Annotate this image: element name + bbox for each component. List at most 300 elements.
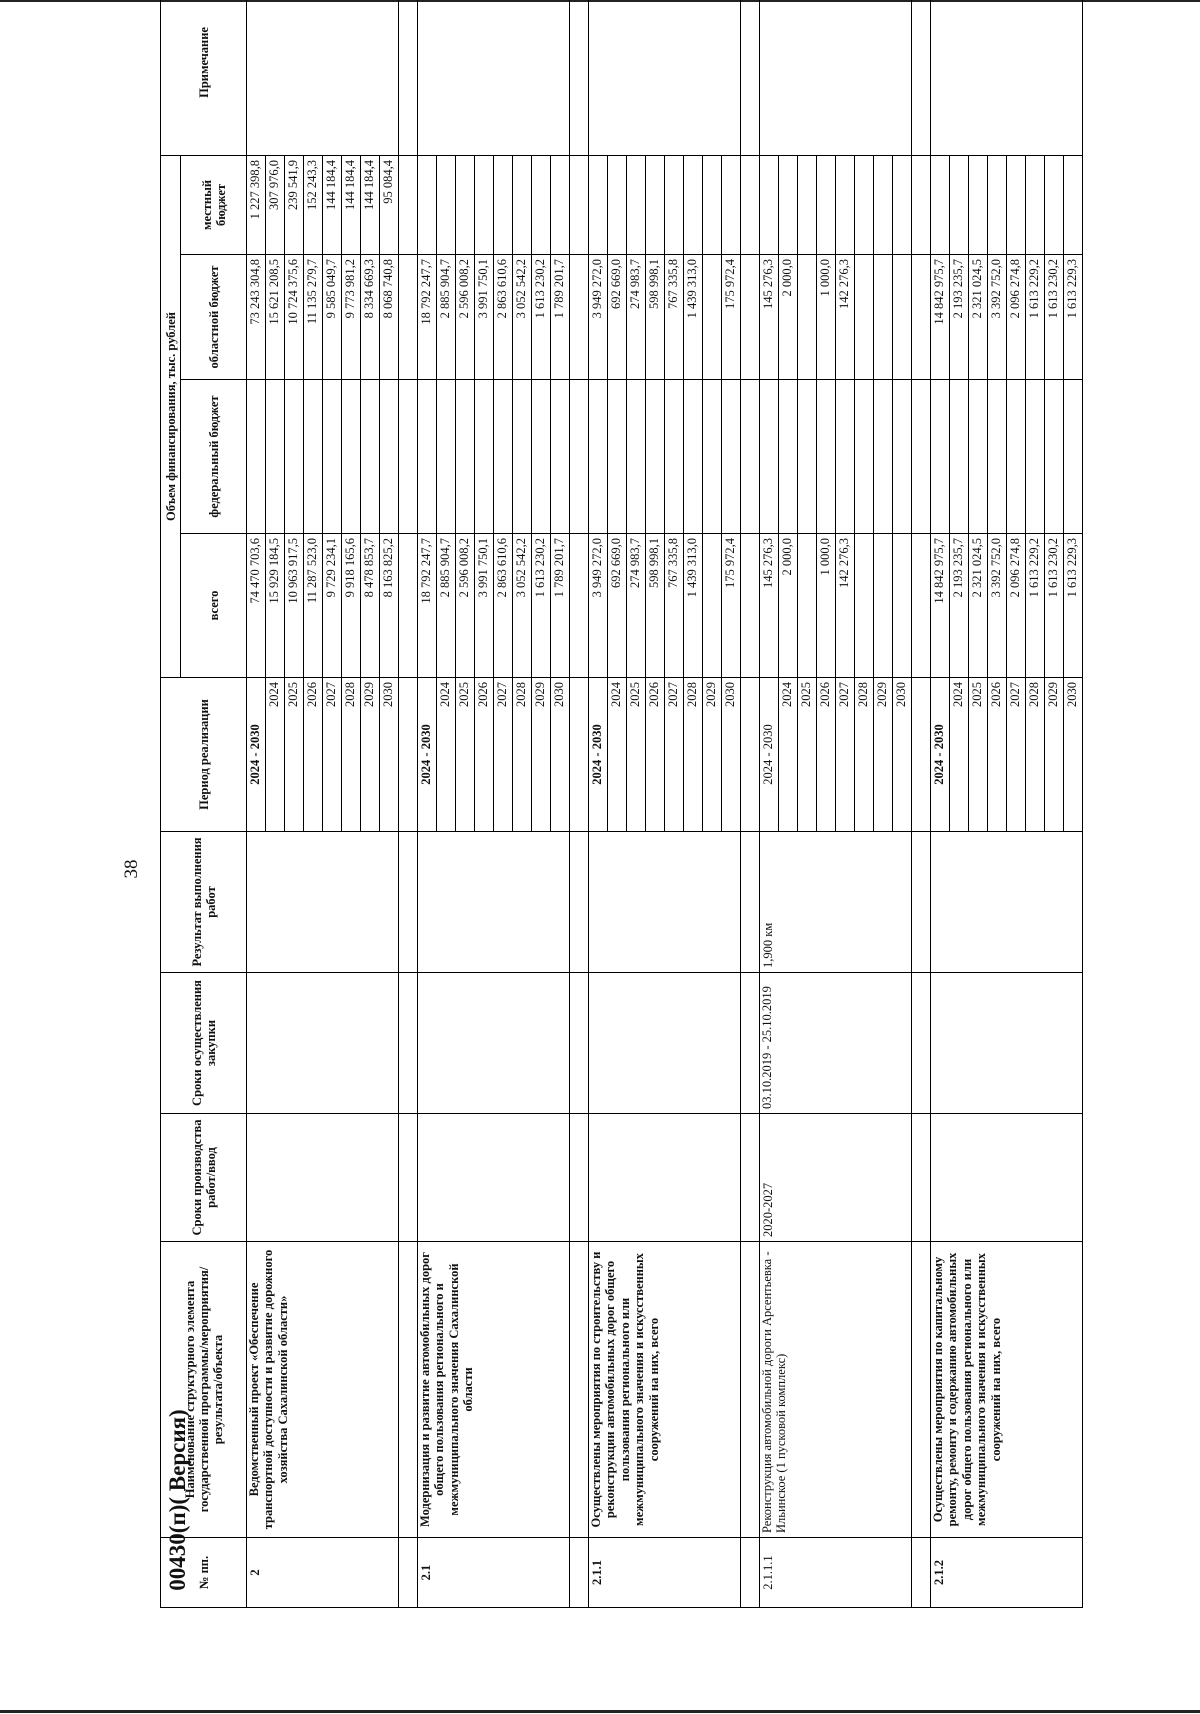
federal-cell (475, 380, 494, 534)
regional-cell: 692 669,0 (608, 255, 627, 380)
note-cell (418, 0, 570, 155)
regional-cell: 11 135 279,7 (304, 255, 323, 380)
federal-cell (684, 380, 703, 534)
regional-cell (893, 255, 912, 380)
local-cell (513, 155, 532, 254)
federal-cell (931, 380, 950, 534)
federal-cell (513, 380, 532, 534)
local-cell: 144 184,4 (323, 155, 342, 254)
federal-cell (874, 380, 893, 534)
regional-cell: 2 096 274,8 (1007, 255, 1026, 380)
federal-cell (304, 380, 323, 534)
period-cell: 2029 (1045, 678, 1064, 832)
federal-cell (532, 380, 551, 534)
separator-cell (912, 1114, 931, 1242)
header-note: Примечание (161, 0, 247, 155)
period-cell: 2028 (342, 678, 361, 832)
period-cell: 2026 (988, 678, 1007, 832)
separator-row (570, 0, 589, 1608)
row-number: 2 (247, 1538, 399, 1608)
federal-cell (779, 380, 798, 534)
federal-cell (266, 380, 285, 534)
separator-cell (570, 1242, 589, 1538)
regional-cell (798, 255, 817, 380)
period-cell: 2024 (779, 678, 798, 832)
header-procurement-terms: Сроки осуществления закупки (161, 973, 247, 1114)
period-cell: 2026 (817, 678, 836, 832)
total-cell: 1 000,0 (817, 534, 836, 678)
local-cell (893, 155, 912, 254)
regional-cell: 3 392 752,0 (988, 255, 1007, 380)
federal-cell (760, 380, 779, 534)
header-local: местный бюджет (181, 155, 247, 254)
separator-cell (570, 678, 589, 832)
regional-cell: 1 613 229,2 (1026, 255, 1045, 380)
table-row (247, 0, 266, 1608)
regional-cell: 8 068 740,8 (380, 255, 399, 380)
total-cell: 14 842 975,7 (931, 534, 950, 678)
separator-cell (741, 1242, 760, 1538)
federal-cell (798, 380, 817, 534)
local-cell (950, 155, 969, 254)
item-name: Осуществлены мероприятия по строительству и реконструкции автомобильных дорог общего пользования регионального или межмуниципального значения и искусственных сооружений на них, всего (589, 1242, 741, 1538)
total-cell: 175 972,4 (722, 534, 741, 678)
total-cell: 2 193 235,7 (950, 534, 969, 678)
separator-cell (399, 973, 418, 1114)
row-number: 2.1.2 (931, 1538, 1083, 1608)
federal-cell (418, 380, 437, 534)
separator-cell (912, 380, 931, 534)
period-cell: 2030 (893, 678, 912, 832)
total-cell: 274 983,7 (627, 534, 646, 678)
total-cell (798, 534, 817, 678)
total-cell (855, 534, 874, 678)
total-cell (703, 534, 722, 678)
separator-cell (399, 1538, 418, 1608)
separator-cell (570, 255, 589, 380)
regional-cell: 2 321 024,5 (969, 255, 988, 380)
total-cell: 145 276,3 (760, 534, 779, 678)
scan-edge-bottom (0, 1710, 1200, 1713)
separator-cell (912, 832, 931, 973)
local-cell (418, 155, 437, 254)
period-cell: 2024 (608, 678, 627, 832)
federal-cell (551, 380, 570, 534)
local-cell (589, 155, 608, 254)
federal-cell (893, 380, 912, 534)
regional-cell: 1 613 230,2 (532, 255, 551, 380)
period-cell: 2028 (1026, 678, 1045, 832)
regional-cell: 2 000,0 (779, 255, 798, 380)
federal-cell (665, 380, 684, 534)
separator-cell (570, 155, 589, 254)
total-cell: 18 792 247,7 (418, 534, 437, 678)
local-cell (836, 155, 855, 254)
separator-cell (912, 255, 931, 380)
period-cell: 2026 (475, 678, 494, 832)
total-cell: 8 478 853,7 (361, 534, 380, 678)
period-cell: 2029 (532, 678, 551, 832)
procurement-terms: 03.10.2019 - 25.10.2019 (760, 973, 912, 1114)
local-cell (475, 155, 494, 254)
local-cell (437, 155, 456, 254)
federal-cell (817, 380, 836, 534)
federal-cell (1026, 380, 1045, 534)
note-cell (247, 0, 399, 155)
page-number: 38 (121, 859, 142, 879)
local-cell (684, 155, 703, 254)
local-cell: 144 184,4 (361, 155, 380, 254)
period-cell: 2029 (361, 678, 380, 832)
regional-cell (703, 255, 722, 380)
regional-cell: 1 439 313,0 (684, 255, 703, 380)
total-cell: 3 991 750,1 (475, 534, 494, 678)
separator-cell (912, 678, 931, 832)
federal-cell (323, 380, 342, 534)
note-cell (589, 0, 741, 155)
regional-cell: 175 972,4 (722, 255, 741, 380)
local-cell: 1 227 398,8 (247, 155, 266, 254)
regional-cell: 3 991 750,1 (475, 255, 494, 380)
period-cell: 2024 - 2030 (760, 678, 779, 832)
local-cell (608, 155, 627, 254)
total-cell: 767 335,8 (665, 534, 684, 678)
separator-cell (912, 0, 931, 155)
regional-cell: 767 335,8 (665, 255, 684, 380)
separator-cell (399, 832, 418, 973)
local-cell (855, 155, 874, 254)
regional-cell: 9 773 981,2 (342, 255, 361, 380)
federal-cell (1064, 380, 1083, 534)
total-cell: 74 470 703,6 (247, 534, 266, 678)
period-cell: 2024 (437, 678, 456, 832)
note-cell (931, 0, 1083, 155)
period-cell: 2027 (836, 678, 855, 832)
federal-cell (456, 380, 475, 534)
separator-row (741, 0, 760, 1608)
federal-cell (722, 380, 741, 534)
federal-cell (988, 380, 1007, 534)
item-name: Реконструкция автомобильной дороги Арсентьевка - Ильинское (1 пусковой комплекс) (760, 1242, 912, 1538)
separator-cell (399, 534, 418, 678)
period-cell: 2025 (456, 678, 475, 832)
period-cell: 2029 (703, 678, 722, 832)
document-code: 00430(п)( Версия) (165, 1409, 190, 1591)
regional-cell: 8 334 669,3 (361, 255, 380, 380)
production-terms (589, 1114, 741, 1242)
separator-cell (741, 832, 760, 973)
local-cell (988, 155, 1007, 254)
total-cell: 1 613 229,3 (1064, 534, 1083, 678)
regional-cell: 1 000,0 (817, 255, 836, 380)
regional-cell: 10 724 375,6 (285, 255, 304, 380)
table-row (418, 0, 437, 1608)
separator-cell (912, 155, 931, 254)
local-cell (798, 155, 817, 254)
separator-cell (399, 255, 418, 380)
note-cell (760, 0, 912, 155)
total-cell: 598 998,1 (646, 534, 665, 678)
separator-cell (912, 1538, 931, 1608)
local-cell (494, 155, 513, 254)
work-result (589, 832, 741, 973)
procurement-terms (418, 973, 570, 1114)
separator-cell (399, 1242, 418, 1538)
procurement-terms (931, 973, 1083, 1114)
regional-cell: 274 983,7 (627, 255, 646, 380)
production-terms (931, 1114, 1083, 1242)
procurement-terms (247, 973, 399, 1114)
row-number: 2.1.1 (589, 1538, 741, 1608)
funding-table (160, 0, 1083, 1608)
local-cell (665, 155, 684, 254)
total-cell: 9 918 165,6 (342, 534, 361, 678)
regional-cell: 145 276,3 (760, 255, 779, 380)
separator-cell (741, 1114, 760, 1242)
local-cell (551, 155, 570, 254)
total-cell: 692 669,0 (608, 534, 627, 678)
federal-cell (646, 380, 665, 534)
period-cell: 2027 (1007, 678, 1026, 832)
separator-cell (570, 380, 589, 534)
period-cell: 2026 (646, 678, 665, 832)
period-cell: 2025 (285, 678, 304, 832)
federal-cell (703, 380, 722, 534)
header-federal: федеральный бюджет (181, 380, 247, 534)
regional-cell: 1 613 230,2 (1045, 255, 1064, 380)
local-cell: 152 243,3 (304, 155, 323, 254)
period-cell: 2027 (494, 678, 513, 832)
regional-cell: 2 863 610,6 (494, 255, 513, 380)
total-cell: 15 929 184,5 (266, 534, 285, 678)
separator-cell (741, 678, 760, 832)
regional-cell: 2 885 904,7 (437, 255, 456, 380)
separator-cell (570, 832, 589, 973)
local-cell (969, 155, 988, 254)
local-cell: 95 084,4 (380, 155, 399, 254)
separator-cell (399, 380, 418, 534)
federal-cell (855, 380, 874, 534)
total-cell: 142 276,3 (836, 534, 855, 678)
separator-cell (399, 0, 418, 155)
separator-cell (570, 973, 589, 1114)
separator-cell (399, 678, 418, 832)
total-cell: 2 321 024,5 (969, 534, 988, 678)
separator-cell (399, 1114, 418, 1242)
separator-cell (741, 973, 760, 1114)
local-cell (532, 155, 551, 254)
local-cell (817, 155, 836, 254)
federal-cell (285, 380, 304, 534)
local-cell (1064, 155, 1083, 254)
work-result (418, 832, 570, 973)
local-cell (456, 155, 475, 254)
federal-cell (494, 380, 513, 534)
total-cell (874, 534, 893, 678)
separator-cell (399, 155, 418, 254)
period-cell: 2027 (323, 678, 342, 832)
local-cell (627, 155, 646, 254)
header-regional: областной бюджет (181, 255, 247, 380)
regional-cell: 142 276,3 (836, 255, 855, 380)
production-terms: 2020-2027 (760, 1114, 912, 1242)
production-terms (418, 1114, 570, 1242)
table-row (589, 0, 608, 1608)
local-cell (779, 155, 798, 254)
separator-row (399, 0, 418, 1608)
total-cell: 2 863 610,6 (494, 534, 513, 678)
total-cell: 3 392 752,0 (988, 534, 1007, 678)
federal-cell (247, 380, 266, 534)
work-result: 1,900 км (760, 832, 912, 973)
production-terms (247, 1114, 399, 1242)
total-cell: 10 963 917,5 (285, 534, 304, 678)
separator-cell (570, 1538, 589, 1608)
period-cell: 2026 (304, 678, 323, 832)
rotated-page-content (160, 27, 1200, 1608)
procurement-terms (589, 973, 741, 1114)
regional-cell: 14 842 975,7 (931, 255, 950, 380)
local-cell (722, 155, 741, 254)
separator-cell (741, 380, 760, 534)
period-cell: 2030 (380, 678, 399, 832)
local-cell: 239 541,9 (285, 155, 304, 254)
regional-cell: 3 052 542,2 (513, 255, 532, 380)
period-cell: 2030 (1064, 678, 1083, 832)
item-name: Модернизация и развитие автомобильных дорог общего пользования регионального и межмуниципального значения Сахалинской области (418, 1242, 570, 1538)
table-row (931, 0, 950, 1608)
separator-cell (741, 0, 760, 155)
regional-cell: 2 596 008,2 (456, 255, 475, 380)
period-cell: 2028 (513, 678, 532, 832)
total-cell: 2 885 904,7 (437, 534, 456, 678)
period-cell: 2024 (950, 678, 969, 832)
local-cell (874, 155, 893, 254)
total-cell: 2 596 008,2 (456, 534, 475, 678)
separator-cell (570, 534, 589, 678)
regional-cell: 598 998,1 (646, 255, 665, 380)
period-cell: 2028 (684, 678, 703, 832)
regional-cell: 2 193 235,7 (950, 255, 969, 380)
regional-cell: 15 621 208,5 (266, 255, 285, 380)
row-number: 2.1.1.1 (760, 1538, 912, 1608)
federal-cell (589, 380, 608, 534)
period-cell: 2024 - 2030 (931, 678, 950, 832)
header-production-terms: Сроки производства работ/ввод (161, 1114, 247, 1242)
work-result (247, 832, 399, 973)
separator-row (912, 0, 931, 1608)
regional-cell: 73 243 304,8 (247, 255, 266, 380)
row-number: 2.1 (418, 1538, 570, 1608)
federal-cell (627, 380, 646, 534)
separator-cell (741, 155, 760, 254)
period-cell: 2024 - 2030 (247, 678, 266, 832)
separator-cell (912, 973, 931, 1114)
federal-cell (836, 380, 855, 534)
local-cell (1026, 155, 1045, 254)
period-cell: 2024 - 2030 (418, 678, 437, 832)
separator-cell (912, 534, 931, 678)
total-cell: 1 613 230,2 (1045, 534, 1064, 678)
local-cell (646, 155, 665, 254)
federal-cell (950, 380, 969, 534)
period-cell: 2027 (665, 678, 684, 832)
total-cell (893, 534, 912, 678)
federal-cell (969, 380, 988, 534)
federal-cell (380, 380, 399, 534)
header-num: № пп. (161, 1538, 247, 1608)
local-cell (1045, 155, 1064, 254)
period-cell: 2030 (551, 678, 570, 832)
total-cell: 2 096 274,8 (1007, 534, 1026, 678)
table-row (760, 0, 779, 1608)
table-header (161, 0, 247, 1608)
regional-cell: 1 789 201,7 (551, 255, 570, 380)
total-cell: 8 163 825,2 (380, 534, 399, 678)
period-cell: 2030 (722, 678, 741, 832)
regional-cell: 3 949 272,0 (589, 255, 608, 380)
separator-cell (741, 534, 760, 678)
local-cell (931, 155, 950, 254)
regional-cell: 18 792 247,7 (418, 255, 437, 380)
regional-cell (874, 255, 893, 380)
federal-cell (437, 380, 456, 534)
regional-cell: 9 585 049,7 (323, 255, 342, 380)
header-period: Период реализации (161, 678, 247, 832)
total-cell: 2 000,0 (779, 534, 798, 678)
local-cell: 144 184,4 (342, 155, 361, 254)
period-cell: 2025 (969, 678, 988, 832)
total-cell: 1 613 230,2 (532, 534, 551, 678)
total-cell: 11 287 523,0 (304, 534, 323, 678)
period-cell: 2025 (798, 678, 817, 832)
header-total: всего (181, 534, 247, 678)
federal-cell (361, 380, 380, 534)
header-result: Результат выполнения работ (161, 832, 247, 973)
federal-cell (608, 380, 627, 534)
local-cell (1007, 155, 1026, 254)
regional-cell (855, 255, 874, 380)
table-body (247, 0, 1083, 1608)
total-cell: 3 949 272,0 (589, 534, 608, 678)
total-cell: 1 789 201,7 (551, 534, 570, 678)
local-cell (703, 155, 722, 254)
federal-cell (342, 380, 361, 534)
federal-cell (1007, 380, 1026, 534)
total-cell: 3 052 542,2 (513, 534, 532, 678)
separator-cell (570, 1114, 589, 1242)
work-result (931, 832, 1083, 973)
period-cell: 2028 (855, 678, 874, 832)
period-cell: 2025 (627, 678, 646, 832)
federal-cell (1045, 380, 1064, 534)
total-cell: 1 439 313,0 (684, 534, 703, 678)
total-cell: 1 613 229,2 (1026, 534, 1045, 678)
period-cell: 2029 (874, 678, 893, 832)
separator-cell (912, 1242, 931, 1538)
separator-cell (570, 0, 589, 155)
period-cell: 2024 - 2030 (589, 678, 608, 832)
item-name: Ведомственный проект «Обеспечение транспортной доступности и развитие дорожного хозяйства Сахалинской области» (247, 1242, 399, 1538)
item-name: Осуществлены мероприятия по капитальному ремонту, ремонту и содержанию автомобильных дорог общего пользования регионального или межмуниципального значения и искусственных сооружений на них, всего (931, 1242, 1083, 1538)
header-funding-group: Объем финансирования, тыс. рублей (161, 155, 181, 677)
header-name: Наименование структурного элемента государственной программы/мероприятия/результата/объекта (161, 1242, 247, 1538)
regional-cell: 1 613 229,3 (1064, 255, 1083, 380)
period-cell: 2024 (266, 678, 285, 832)
separator-cell (741, 255, 760, 380)
total-cell: 9 729 234,1 (323, 534, 342, 678)
local-cell: 307 976,0 (266, 155, 285, 254)
